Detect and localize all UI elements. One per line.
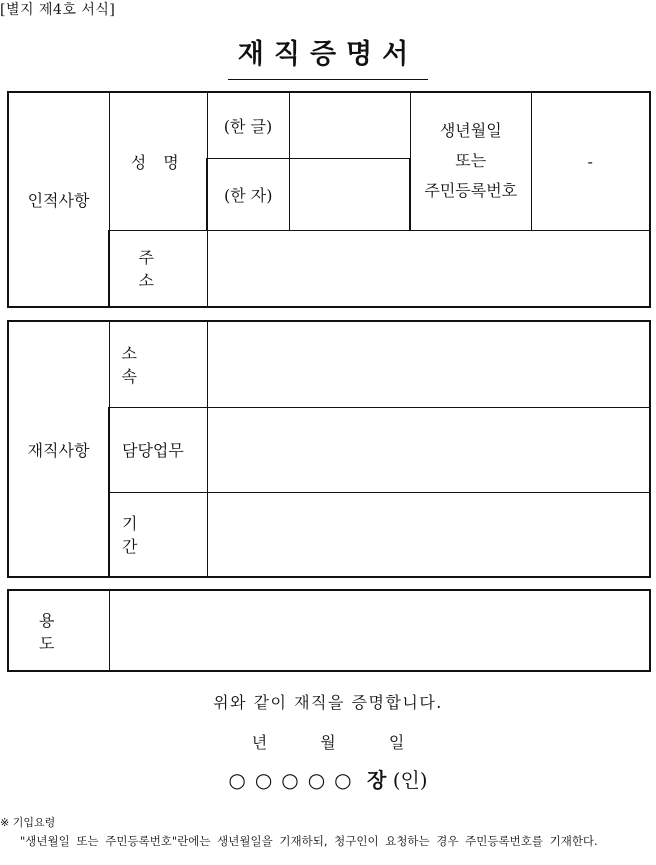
address-field[interactable] [207, 230, 650, 307]
name-hanja-field[interactable] [289, 158, 410, 230]
duty-label: 담당업무 [109, 407, 207, 492]
purpose-label: 용 도 [8, 590, 109, 671]
issue-date [0, 730, 656, 753]
name-hangul-label: (한 글) [207, 92, 289, 158]
issuer-seal: (인) [392, 768, 428, 792]
department-field[interactable] [207, 321, 650, 407]
period-label: 기 간 [109, 492, 207, 577]
purpose-table [7, 589, 651, 672]
employment-section-label: 재직사항 [8, 321, 109, 577]
name-hangul-field[interactable] [289, 92, 410, 158]
date-month: 월 [320, 733, 336, 752]
certification-statement: 위와 같이 재직을 증명합니다. [213, 693, 443, 712]
issuer-title: 장 [367, 768, 387, 792]
notes-body: "생년월일 또는 주민등록번호"란에는 생년월일을 기재하되, 청구인이 요청하는 경우 주민등록번호를 기재한다. [20, 834, 598, 848]
name-hanja-label: (한 자) [207, 158, 289, 230]
address-label: 주 소 [109, 230, 207, 307]
birth-label-line1: 생년월일 [439, 121, 502, 141]
birth-field[interactable]: - [531, 92, 650, 230]
issuer-placeholder: ○○○○○ [228, 768, 361, 792]
personal-info-table [7, 91, 651, 308]
title-underline [228, 79, 428, 80]
notes-title: ※ 기입요령 [0, 816, 56, 829]
employment-info-table [7, 320, 651, 578]
department-label: 소 속 [109, 321, 207, 407]
birth-label [410, 92, 531, 230]
birth-label-line2: 또는 [455, 151, 487, 171]
issuer-signature [0, 764, 656, 793]
form-number-label: [별지 제4호 서식] [0, 2, 116, 18]
date-year: 년 [251, 733, 268, 752]
birth-label-line3: 주민등록번호 [424, 181, 518, 201]
duty-field[interactable] [207, 407, 650, 492]
period-field[interactable] [207, 492, 650, 577]
purpose-field[interactable] [109, 590, 650, 671]
document-title: 재직증명서 [237, 39, 419, 70]
name-label: 성 명 [109, 92, 207, 230]
personal-section-label: 인적사항 [8, 92, 109, 307]
date-day: 일 [388, 733, 405, 752]
